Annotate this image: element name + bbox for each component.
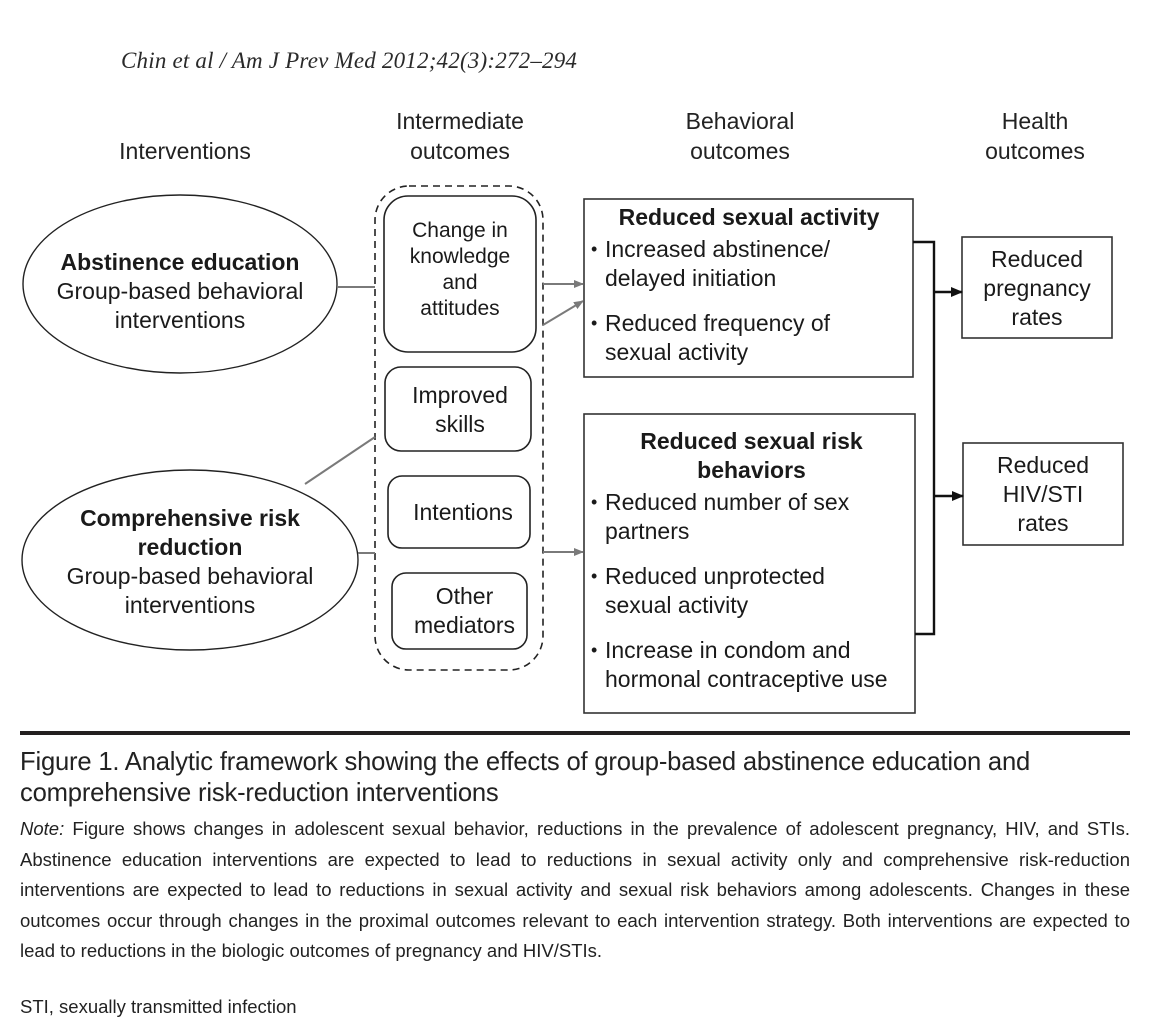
text-line: and [442,271,478,294]
column-header-line: Health [1001,108,1069,134]
note-text: Figure shows changes in adolescent sexual behavior, reductions in the prevalence of adolescent pregnancy, HIV, and STIs. Abstinence education interventions are expected to lead to reductions in sexual activity only and comprehensive risk-reduction interventions are expected to lead to reductions in sexual activity and sexual risk behaviors among adolescents. Changes in these outcomes occur through changes in the proximal outcomes relevant to each intervention strategy. Both interventions are expected to lead to reductions in the biologic outcomes of pregnancy and HIV/STIs. [20,818,1130,962]
text-line: partners [605,518,690,544]
text-line: Reduced [996,452,1090,478]
abbreviation-footnote: STI, sexually transmitted infection [20,996,297,1017]
text-line: hormonal contraceptive use [605,666,888,692]
bullet-icon: • [591,492,598,512]
text-line: skills [435,411,485,437]
intervention-subtitle: interventions [124,592,256,618]
text-line: Improved [412,382,508,408]
connector-comprehensive-upper [305,437,375,484]
bracket-connector [913,242,934,634]
caption-rule [20,731,1130,735]
bullet-text [605,562,915,620]
text-line: Intentions [413,499,513,525]
column-header-line: outcomes [690,138,790,164]
intervention-title: reduction [137,534,243,560]
intervention-abstinence [30,248,330,335]
intervention-subtitle: interventions [114,307,246,333]
intervention-comprehensive [40,504,340,620]
bullet-item [588,309,910,367]
intervention-title: Comprehensive risk [80,505,300,531]
health-pregnancy-text [962,245,1112,332]
behavioral-activity-content [588,203,910,367]
running-head: Chin et al / Am J Prev Med 2012;42(3):272–294 [121,48,578,73]
behavioral-title [588,427,915,485]
bullet-item [588,488,915,546]
column-header-line: Behavioral [685,108,795,134]
text-line: knowledge [409,245,511,268]
text-line: Increased abstinence/ [605,236,831,262]
text-line: Change in [412,219,508,242]
bullet-text [605,488,915,546]
text-line: HIV/STI [1002,481,1084,507]
text-line: Reduced [990,246,1084,272]
note-label: Note: [20,818,65,839]
intermediate-knowledge-text [384,218,536,322]
text-line: Increase in condom and [605,637,851,663]
column-header-line: Intermediate [396,108,524,134]
intervention-title: Abstinence education [60,249,300,275]
intermediate-other-text [392,582,537,640]
figure-note [20,814,1130,967]
text-line: sexual activity [605,339,749,365]
bullet-icon: • [591,239,598,259]
bullet-text [605,235,910,293]
arrow-to-activity-2 [543,301,583,325]
text-line: Reduced number of sex [605,489,850,515]
column-header-line: outcomes [985,138,1085,164]
column-header-line: outcomes [410,138,510,164]
figure-label: Figure 1. [20,746,120,776]
bullet-item [588,636,915,694]
intermediate-intentions-text [390,498,536,527]
bullet-text [605,636,915,694]
text-line: Reduced sexual risk [640,428,863,454]
text-line: behaviors [697,457,806,483]
text-line: Reduced unprotected [605,563,825,589]
bullet-icon: • [591,640,598,660]
bullet-icon: • [591,566,598,586]
text-line: delayed initiation [605,265,777,291]
bullet-icon: • [591,313,598,333]
text-line: pregnancy [983,275,1091,301]
text-line: sexual activity [605,592,749,618]
behavioral-risk-content [588,427,915,694]
intermediate-skills-text [385,381,535,439]
text-line: Reduced frequency of [605,310,831,336]
text-line: rates [1017,510,1069,536]
bullet-item [588,562,915,620]
figure-caption [20,746,1113,808]
bullet-text [605,309,910,367]
behavioral-title: Reduced sexual activity [618,204,880,230]
text-line: rates [1011,304,1063,330]
health-hiv-text [963,451,1123,538]
figure-caption-text: Analytic framework showing the effects of group-based abstinence education and comprehensive risk-reduction interventions [20,746,1031,807]
text-line: mediators [414,612,515,638]
intervention-subtitle: Group-based behavioral [66,563,314,589]
intervention-subtitle: Group-based behavioral [56,278,304,304]
bullet-item [588,235,910,293]
text-line: Other [435,583,494,609]
column-header-interventions-label: Interventions [119,138,251,164]
text-line: attitudes [420,297,500,320]
